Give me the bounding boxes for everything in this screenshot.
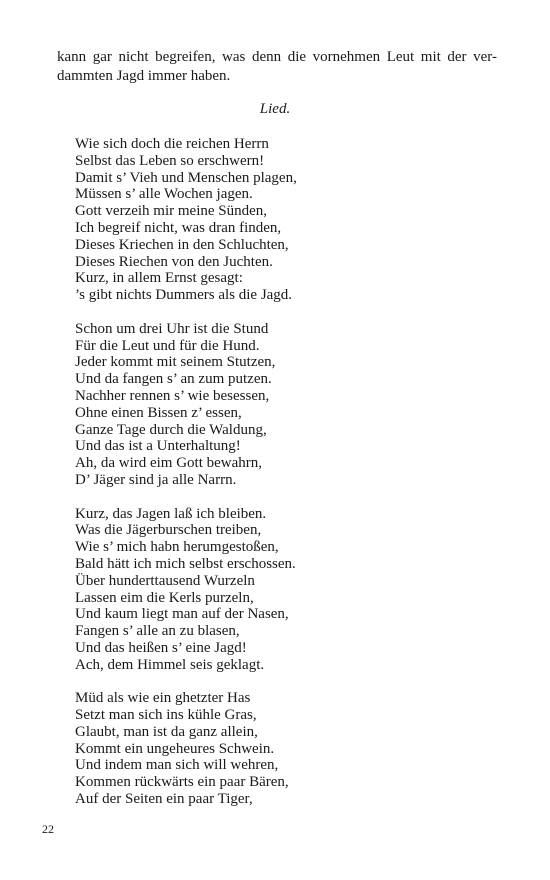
stanza-1 [75,136,495,304]
verse-line: Und da fangen s’ an zum putzen. [75,371,272,388]
verse-line: Kurz, das Jagen laß ich bleiben. [75,505,267,522]
verse-line: Kommt ein ungeheures Schwein. [75,740,275,757]
page-number: 22 [42,822,54,836]
verse-line: Schon um drei Uhr ist die Stund [75,320,269,337]
stanza-3 [75,506,495,674]
verse-line: Nachher rennen s’ wie besessen, [75,387,270,404]
verse-line: Wie s’ mich habn herumgestoßen, [75,539,279,556]
verse-line: Ganze Tage durch die Waldung, [75,421,267,438]
verse-line: Ohne einen Bissen z’ essen, [75,404,242,421]
verse-line: Jeder kommt mit seinem Stutzen, [75,354,276,371]
intro-line: dammten Jagd immer haben. [57,68,231,84]
verse-line: Was die Jägerburschen treiben, [75,522,262,539]
verse-line: Glaubt, man ist da ganz allein, [75,723,258,740]
verse-line: Dieses Kriechen in den Schluchten, [75,236,289,253]
verse-line: Und indem man sich will wehren, [75,757,279,774]
verse-line: Dieses Riechen von den Juchten. [75,253,273,270]
verse-line: Ah, da wird eim Gott bewahrn, [75,455,263,472]
verse-line: Und das ist a Unterhaltung! [75,438,241,455]
verse-line: Ich begreif nicht, was dran finden, [75,219,282,236]
verse-line: Und kaum liegt man auf der Nasen, [75,606,289,623]
verse-line: Setzt man sich ins kühle Gras, [75,707,257,724]
verse-line: Auf der Seiten ein paar Tiger, [75,791,253,808]
song-title [0,101,550,118]
song-title-text: Lied. [259,101,291,117]
verse-line: Müd als wie ein ghetzter Has [75,690,251,707]
verse-line: D’ Jäger sind ja alle Narrn. [75,471,237,488]
verse-line: Müssen s’ alle Wochen jagen. [75,186,253,203]
verse-line: Für die Leut und für die Hund. [75,337,260,354]
verse-line: Fangen s’ alle an zu blasen, [75,623,240,640]
verse-line: Kommen rückwärts ein paar Bären, [75,774,289,791]
stanza-4 [75,690,495,808]
verse-line: Kurz, in allem Ernst gesagt: [75,270,243,287]
song-verses [75,136,495,825]
stanza-2 [75,321,495,489]
verse-line: Bald hätt ich mich selbst erschossen. [75,555,296,572]
intro-paragraph [57,48,497,86]
verse-line: Gott verzeih mir meine Sünden, [75,203,268,220]
verse-line: Damit s’ Vieh und Menschen plagen, [75,169,297,186]
verse-line: Über hunderttausend Wurzeln [75,572,255,589]
verse-line: Und das heißen s’ eine Jagd! [75,639,247,656]
verse-line: ’s gibt nichts Dummers als die Jagd. [75,287,293,304]
verse-line: Ach, dem Himmel seis geklagt. [75,656,265,673]
verse-line: Wie sich doch die reichen Herrn [75,136,269,152]
intro-line: kann gar nicht begreifen, was denn die vornehmen Leut mit der ver- [57,49,497,65]
verse-line: Selbst das Leben so erschwern! [75,152,265,169]
verse-line: Lassen eim die Kerls purzeln, [75,589,254,606]
